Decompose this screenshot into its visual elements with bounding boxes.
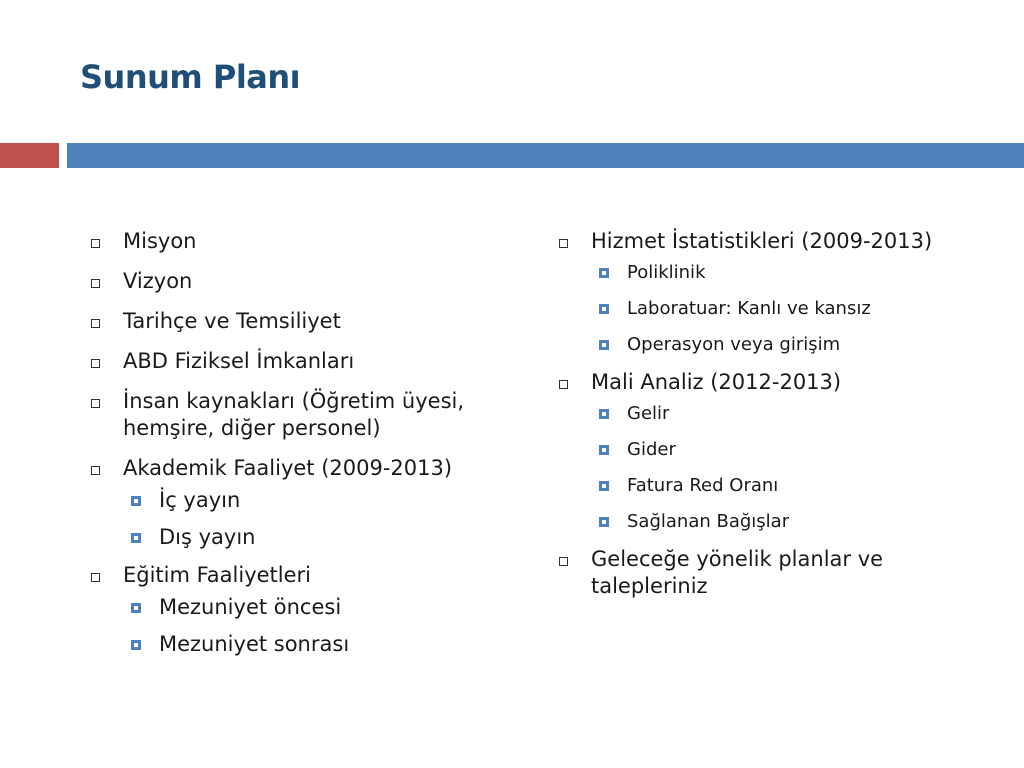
list-item-label: Geleceğe yönelik planlar ve talepleriniz bbox=[591, 547, 884, 598]
list-item-label: İnsan kaynakları (Öğretim üyesi, hemşire, diğer personel) bbox=[123, 389, 465, 440]
left-bullet-list bbox=[88, 228, 518, 656]
sub-list-item bbox=[591, 297, 1006, 321]
sub-list bbox=[591, 402, 1006, 534]
list-item-label: ABD Fiziksel İmkanları bbox=[123, 349, 355, 373]
list-item-label: Hizmet İstatistikleri (2009-2013) bbox=[591, 229, 933, 253]
hollow-square-bullet-icon bbox=[91, 279, 100, 288]
hollow-square-bullet-icon bbox=[559, 557, 568, 566]
sub-list-item-label: Dış yayın bbox=[159, 525, 256, 549]
list-item-label: Vizyon bbox=[123, 269, 193, 293]
sub-list-item-label: Mezuniyet öncesi bbox=[159, 595, 342, 619]
list-item bbox=[556, 369, 1006, 534]
filled-square-bullet-icon bbox=[599, 409, 609, 419]
hollow-square-bullet-icon bbox=[91, 319, 100, 328]
slide-title: Sunum Planı bbox=[80, 58, 301, 96]
sub-list-item bbox=[123, 595, 518, 619]
sub-list-item-label: Gider bbox=[627, 439, 676, 460]
filled-square-bullet-icon bbox=[599, 340, 609, 350]
sub-list-item-label: Laboratuar: Kanlı ve kansız bbox=[627, 298, 871, 319]
hollow-square-bullet-icon bbox=[91, 399, 100, 408]
accent-bar-red bbox=[0, 143, 59, 168]
list-item-label: Misyon bbox=[123, 229, 197, 253]
right-column bbox=[556, 228, 1006, 613]
accent-bar-blue bbox=[67, 143, 1024, 168]
filled-square-bullet-icon bbox=[599, 481, 609, 491]
hollow-square-bullet-icon bbox=[559, 380, 568, 389]
hollow-square-bullet-icon bbox=[91, 466, 100, 475]
sub-list-item bbox=[591, 333, 1006, 357]
filled-square-bullet-icon bbox=[131, 640, 141, 650]
sub-list-item bbox=[591, 474, 1006, 498]
list-item bbox=[556, 546, 1006, 600]
sub-list-item bbox=[591, 261, 1006, 285]
sub-list-item bbox=[591, 402, 1006, 426]
sub-list-item bbox=[123, 632, 518, 656]
hollow-square-bullet-icon bbox=[559, 239, 568, 248]
sub-list-item-label: Sağlanan Bağışlar bbox=[627, 511, 790, 532]
filled-square-bullet-icon bbox=[131, 533, 141, 543]
filled-square-bullet-icon bbox=[599, 268, 609, 278]
list-item bbox=[556, 228, 1006, 357]
list-item bbox=[88, 388, 518, 442]
list-item-label: Akademik Faaliyet (2009-2013) bbox=[123, 456, 453, 480]
sub-list-item bbox=[123, 525, 518, 549]
list-item bbox=[88, 228, 518, 255]
sub-list-item-label: Poliklinik bbox=[627, 262, 706, 283]
sub-list-item bbox=[123, 488, 518, 512]
sub-list bbox=[123, 595, 518, 656]
list-item bbox=[88, 348, 518, 375]
sub-list-item-label: Gelir bbox=[627, 403, 670, 424]
sub-list bbox=[591, 261, 1006, 357]
filled-square-bullet-icon bbox=[599, 517, 609, 527]
sub-list-item-label: Fatura Red Oranı bbox=[627, 475, 779, 496]
sub-list-item-label: Mezuniyet sonrası bbox=[159, 632, 350, 656]
hollow-square-bullet-icon bbox=[91, 573, 100, 582]
right-bullet-list bbox=[556, 228, 1006, 600]
sub-list bbox=[123, 488, 518, 549]
filled-square-bullet-icon bbox=[131, 603, 141, 613]
sub-list-item-label: İç yayın bbox=[159, 488, 241, 512]
filled-square-bullet-icon bbox=[599, 304, 609, 314]
list-item-label: Tarihçe ve Temsiliyet bbox=[123, 309, 341, 333]
sub-list-item bbox=[591, 438, 1006, 462]
sub-list-item-label: Operasyon veya girişim bbox=[627, 334, 841, 355]
hollow-square-bullet-icon bbox=[91, 239, 100, 248]
left-column bbox=[88, 228, 518, 669]
list-item bbox=[88, 562, 518, 656]
list-item-label: Eğitim Faaliyetleri bbox=[123, 563, 311, 587]
hollow-square-bullet-icon bbox=[91, 359, 100, 368]
list-item bbox=[88, 268, 518, 295]
filled-square-bullet-icon bbox=[599, 445, 609, 455]
filled-square-bullet-icon bbox=[131, 496, 141, 506]
list-item bbox=[88, 455, 518, 549]
list-item-label: Mali Analiz (2012-2013) bbox=[591, 370, 842, 394]
sub-list-item bbox=[591, 510, 1006, 534]
list-item bbox=[88, 308, 518, 335]
